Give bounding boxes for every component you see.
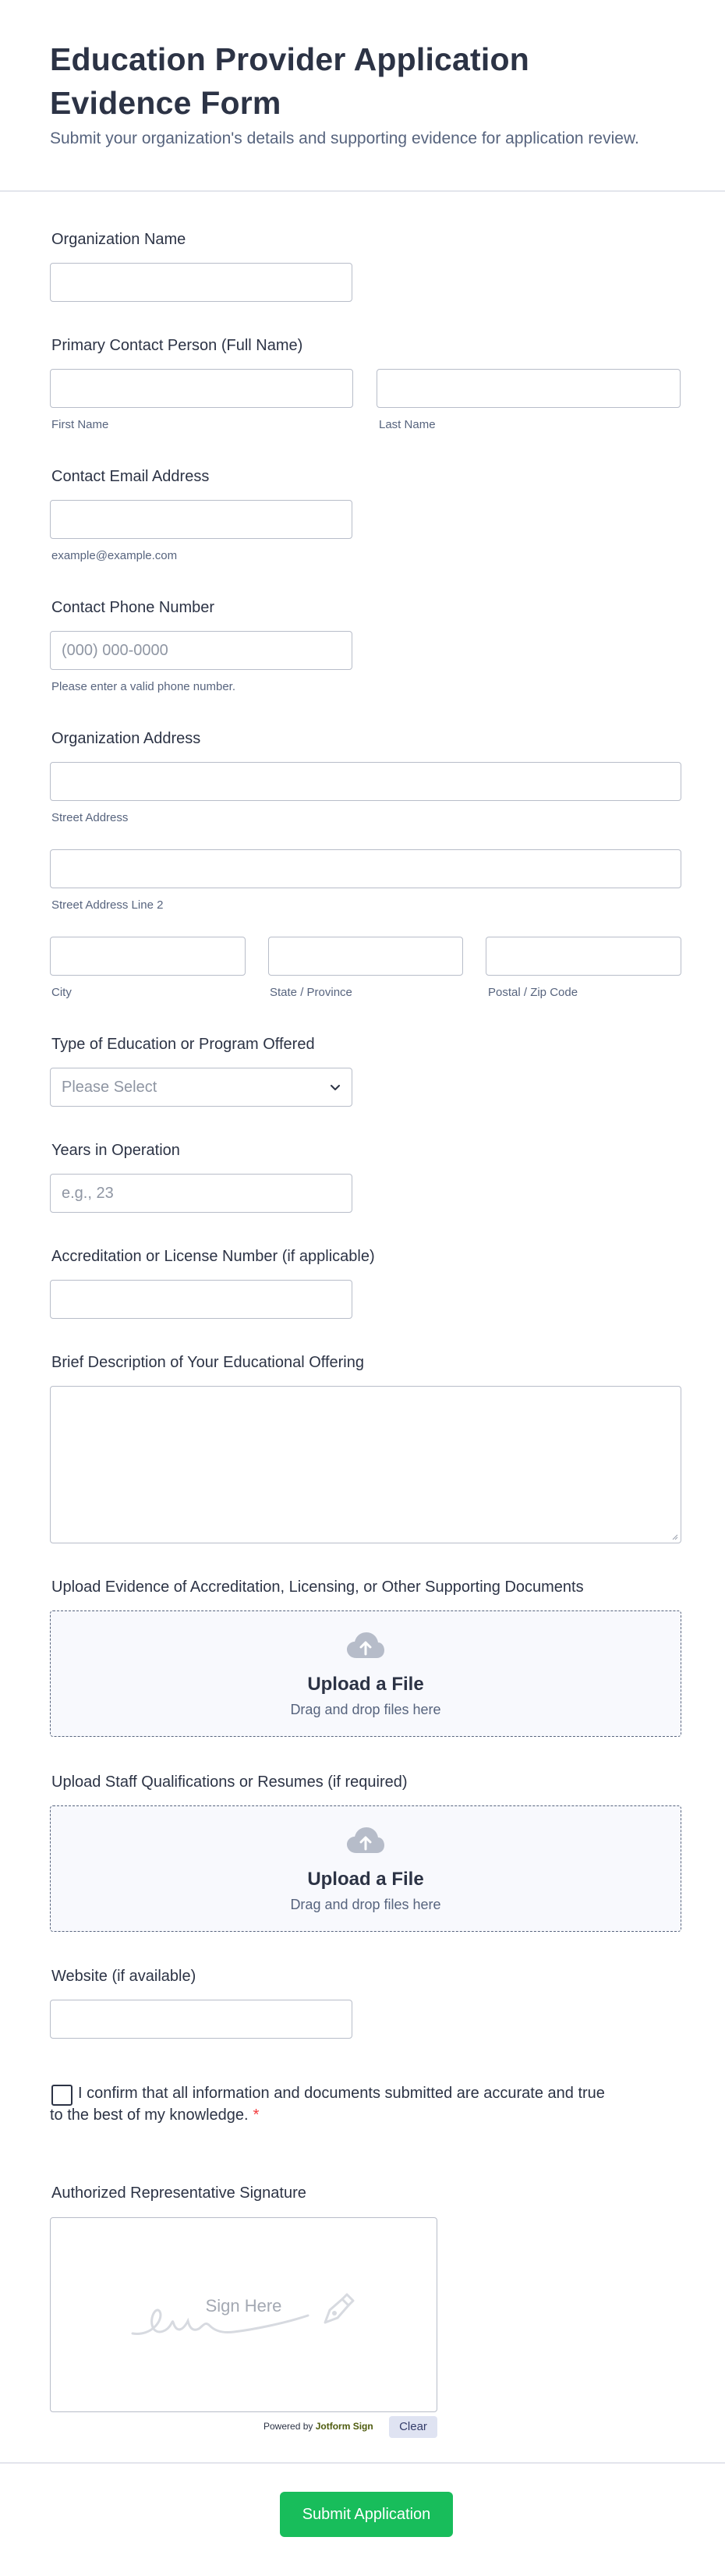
contact-person-label: Primary Contact Person (Full Name) [51, 337, 303, 354]
submit-button[interactable]: Submit Application [280, 2492, 453, 2537]
street-address-sublabel: Street Address [51, 811, 129, 824]
street-address-2-sublabel: Street Address Line 2 [51, 898, 164, 912]
email-sublabel: example@example.com [51, 549, 178, 562]
org-name-label: Organization Name [51, 231, 186, 248]
zip-input[interactable] [486, 937, 681, 976]
education-type-label: Type of Education or Program Offered [51, 1036, 315, 1053]
upload-staff-subtitle: Drag and drop files here [290, 1897, 441, 1912]
upload-evidence-label: Upload Evidence of Accreditation, Licensing, or Other Supporting Documents [51, 1579, 584, 1596]
powered-by-text [263, 2421, 373, 2432]
accreditation-number-label: Accreditation or License Number (if applicable) [51, 1248, 375, 1265]
years-input[interactable] [50, 1174, 352, 1213]
address-label: Organization Address [51, 730, 201, 747]
confirm-label [50, 2082, 619, 2126]
jotform-sign-brand: Jotform Sign [315, 2421, 373, 2432]
org-name-input[interactable] [50, 263, 352, 302]
footer-divider [0, 2462, 725, 2464]
upload-evidence-dropzone[interactable] [50, 1610, 681, 1737]
cloud-upload-icon [345, 1825, 386, 1856]
description-textarea[interactable] [50, 1386, 681, 1543]
street-address-input[interactable] [50, 762, 681, 801]
first-name-input[interactable] [50, 369, 353, 408]
phone-label: Contact Phone Number [51, 599, 215, 616]
resize-handle-icon[interactable] [670, 1532, 678, 1540]
upload-evidence-subtitle: Drag and drop files here [290, 1702, 441, 1717]
email-input[interactable] [50, 500, 352, 539]
sign-here-text: Sign Here [205, 2296, 282, 2316]
city-sublabel: City [51, 986, 72, 999]
education-type-placeholder: Please Select [62, 1079, 157, 1096]
phone-input[interactable] [50, 631, 352, 670]
confirm-text: I confirm that all information and documents submitted are accurate and true to the best of my knowledge. [50, 2085, 605, 2124]
description-label: Brief Description of Your Educational Offering [51, 1354, 364, 1371]
website-input[interactable] [50, 2000, 352, 2039]
state-input[interactable] [268, 937, 463, 976]
header-divider [0, 190, 725, 192]
first-name-sublabel: First Name [51, 418, 109, 431]
education-type-select[interactable] [50, 1068, 352, 1107]
years-label: Years in Operation [51, 1142, 180, 1159]
zip-sublabel: Postal / Zip Code [488, 986, 578, 999]
email-label: Contact Email Address [51, 468, 210, 485]
years-placeholder: e.g., 23 [62, 1185, 114, 1202]
required-mark: * [253, 2107, 260, 2124]
upload-staff-title: Upload a File [307, 1869, 424, 1890]
state-sublabel: State / Province [270, 986, 352, 999]
powered-by-prefix: Powered by [263, 2421, 313, 2432]
website-label: Website (if available) [51, 1968, 196, 1985]
last-name-sublabel: Last Name [379, 418, 436, 431]
form-subtitle: Submit your organization's details and supporting evidence for application review. [50, 129, 639, 147]
accreditation-number-input[interactable] [50, 1280, 352, 1319]
upload-staff-label: Upload Staff Qualifications or Resumes (if required) [51, 1773, 408, 1791]
phone-placeholder: (000) 000-0000 [62, 642, 168, 659]
phone-sublabel: Please enter a valid phone number. [51, 680, 235, 693]
chevron-down-icon [330, 1082, 341, 1093]
upload-evidence-title: Upload a File [307, 1674, 424, 1695]
signature-pad[interactable] [50, 2217, 437, 2412]
clear-signature-button[interactable]: Clear [389, 2416, 437, 2438]
cloud-upload-icon [345, 1630, 386, 1661]
signature-label: Authorized Representative Signature [51, 2184, 306, 2202]
last-name-input[interactable] [377, 369, 681, 408]
upload-staff-dropzone[interactable] [50, 1805, 681, 1932]
city-input[interactable] [50, 937, 246, 976]
form-title: Education Provider Application Evidence Form [50, 41, 529, 121]
street-address-2-input[interactable] [50, 849, 681, 888]
